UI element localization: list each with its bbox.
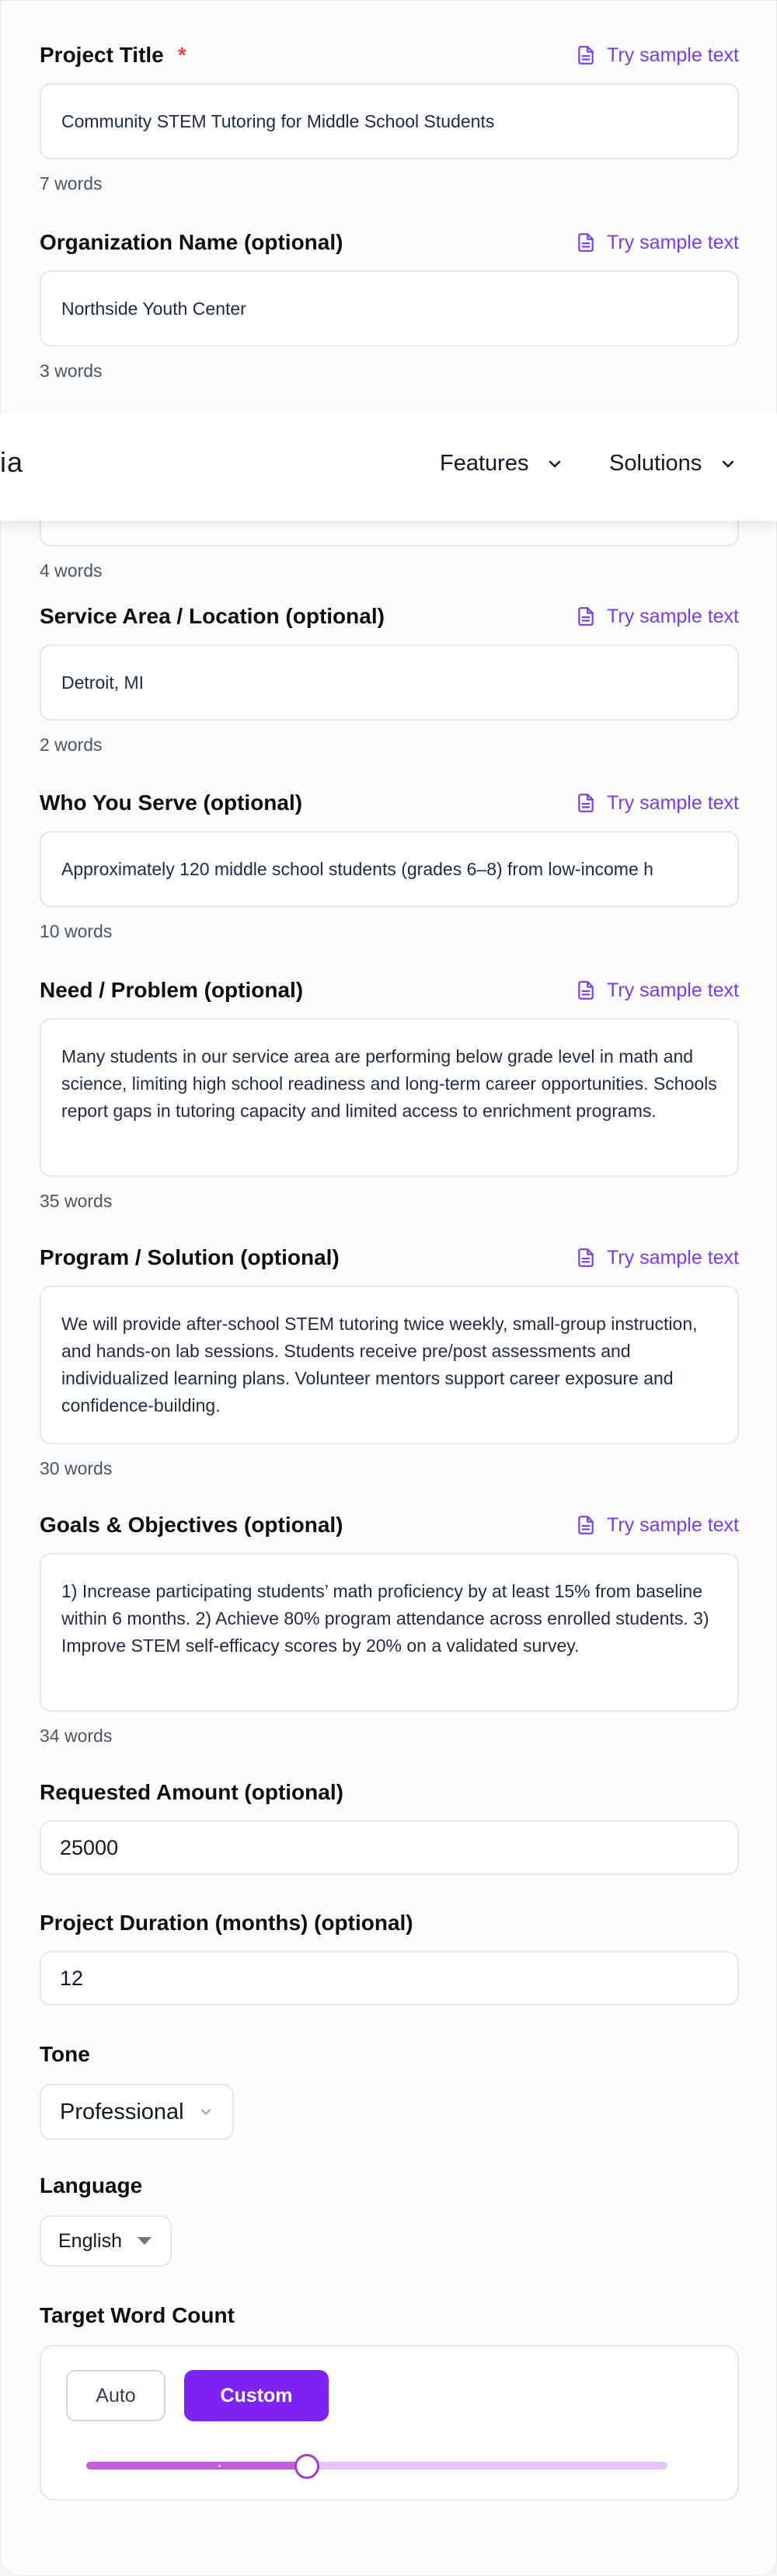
- who-you-serve-input[interactable]: Approximately 120 middle school students (grades 6–8) from low-income h: [40, 831, 739, 907]
- word-count: 3 words: [40, 361, 103, 381]
- document-icon: [576, 606, 596, 627]
- field-requested-amount: [40, 1777, 739, 1875]
- slider-tick: [218, 2465, 221, 2467]
- goals-objectives-label: Goals & Objectives (optional): [40, 1513, 343, 1537]
- field-organization-name: [40, 227, 739, 382]
- top-navbar: [0, 412, 777, 521]
- who-you-serve-label: Who You Serve (optional): [40, 791, 303, 815]
- organization-name-input[interactable]: Northside Youth Center: [40, 271, 739, 347]
- field-need-problem: [40, 975, 739, 1212]
- word-count: 2 words: [40, 735, 103, 755]
- word-count: 7 words: [40, 173, 103, 194]
- caret-down-icon: [136, 2236, 153, 2246]
- language-select[interactable]: English: [40, 2215, 172, 2267]
- document-icon: [576, 1515, 596, 1535]
- project-duration-input[interactable]: 12: [40, 1951, 739, 2005]
- try-sample-button[interactable]: Try sample text: [576, 227, 739, 258]
- project-title-input[interactable]: Community STEM Tutoring for Middle School Students: [40, 83, 739, 159]
- word-count-control: [40, 2345, 739, 2501]
- word-count: 10 words: [40, 921, 113, 941]
- service-area-input[interactable]: Detroit, MI: [40, 644, 739, 721]
- required-mark: *: [177, 43, 186, 67]
- service-area-label: Service Area / Location (optional): [40, 604, 385, 628]
- field-service-area: [40, 601, 739, 756]
- field-goals-objectives: [40, 1510, 739, 1747]
- language-label: Language: [40, 2173, 143, 2197]
- try-sample-button[interactable]: Try sample text: [576, 1510, 739, 1541]
- slider-fill: [86, 2462, 307, 2470]
- nav-features[interactable]: Features: [440, 451, 564, 476]
- document-icon: [576, 793, 596, 813]
- word-count: 35 words: [40, 1191, 113, 1211]
- tone-label: Tone: [40, 2042, 90, 2066]
- logo-fragment[interactable]: ia: [0, 446, 24, 478]
- project-title-label: Project Title *: [40, 43, 186, 67]
- word-count: 34 words: [40, 1726, 113, 1746]
- goals-objectives-textarea[interactable]: 1) Increase participating students’ math proficiency by at least 15% from baseline within 6 months. 2) Achieve 80% program attendance across enrolled students. 3) Improve STEM self-efficacy scores by 20% on a validated survey.: [40, 1553, 739, 1712]
- try-sample-button[interactable]: Try sample text: [576, 1242, 739, 1273]
- custom-button[interactable]: Custom: [184, 2370, 329, 2421]
- document-icon: [576, 45, 596, 65]
- auto-button[interactable]: Auto: [66, 2370, 166, 2421]
- field-tone: [40, 2039, 739, 2140]
- chevron-down-icon: [719, 455, 737, 473]
- requested-amount-input[interactable]: 25000: [40, 1820, 739, 1875]
- tone-select[interactable]: Professional: [40, 2084, 234, 2140]
- try-sample-button[interactable]: Try sample text: [576, 601, 739, 632]
- try-sample-button[interactable]: Try sample text: [576, 40, 739, 71]
- document-icon: [576, 1248, 596, 1268]
- field-project-duration: [40, 1908, 739, 2005]
- chevron-down-icon: [545, 455, 564, 473]
- document-icon: [576, 980, 596, 1000]
- target-word-count-label: Target Word Count: [40, 2303, 235, 2327]
- field-target-word-count: [40, 2300, 739, 2501]
- need-problem-textarea[interactable]: Many students in our service area are performing below grade level in math and science, limiting high school readiness and long-term career opportunities. Schools report gaps in tutoring capacity and limited access to enrichment programs.: [40, 1018, 739, 1177]
- field-who-you-serve: [40, 787, 739, 942]
- nav-solutions[interactable]: Solutions: [609, 451, 737, 476]
- field-project-title: [40, 40, 739, 194]
- word-count: 4 words: [40, 560, 103, 581]
- requested-amount-label: Requested Amount (optional): [40, 1780, 343, 1804]
- field-language: [40, 2170, 739, 2267]
- word-count-slider[interactable]: [86, 2462, 667, 2470]
- project-duration-label: Project Duration (months) (optional): [40, 1911, 413, 1935]
- field-program-solution: [40, 1242, 739, 1479]
- program-solution-label: Program / Solution (optional): [40, 1245, 340, 1269]
- try-sample-button[interactable]: Try sample text: [576, 787, 739, 819]
- program-solution-textarea[interactable]: We will provide after-school STEM tutoring twice weekly, small-group instruction, and hands-on lab sessions. Students receive pre/post assessments and individualized learning plans. Volunteer mentors support career exposure and confidence-building.: [40, 1286, 739, 1444]
- slider-thumb[interactable]: [294, 2454, 319, 2479]
- word-count: 30 words: [40, 1458, 113, 1478]
- document-icon: [576, 232, 596, 253]
- chevron-down-icon: [198, 2104, 214, 2120]
- need-problem-label: Need / Problem (optional): [40, 978, 304, 1002]
- try-sample-button[interactable]: Try sample text: [576, 975, 739, 1006]
- organization-name-label: Organization Name (optional): [40, 230, 343, 254]
